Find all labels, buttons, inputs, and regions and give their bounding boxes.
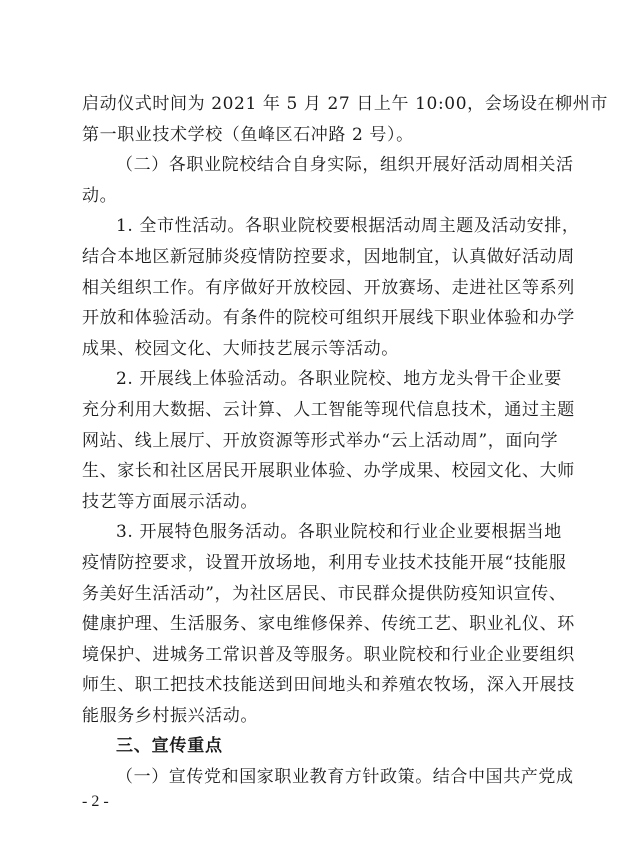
text-line: 网站、线上展厅、开放资源等形式举办“云上活动周”，面向学 — [82, 430, 559, 451]
text-line: 生、家长和社区居民开展职业体验、办学成果、校园文化、大师 — [82, 461, 575, 482]
text-line: 师生、职工把技术技能送到田间地头和养殖农牧场，深入开展技 — [82, 675, 575, 696]
text-line: 结合本地区新冠肺炎疫情防控要求，因地制宜，认真做好活动周 — [82, 246, 575, 267]
text-line: 成果、校园文化、大师技艺展示等活动。 — [82, 338, 399, 359]
text-line: 疫情防控要求，设置开放场地，利用专业技术技能开展“技能服 — [82, 552, 567, 573]
paragraph-start: 3. 开展特色服务活动。各职业院校和行业企业要根据当地 — [116, 522, 562, 543]
paragraph-start: （一）宣传党和国家职业教育方针政策。结合中国共产党成 — [116, 767, 574, 788]
text-line: 境保护、进城务工常识普及等服务。职业院校和行业企业要组织 — [82, 644, 575, 665]
text-line: 充分利用大数据、云计算、人工智能等现代信息技术，通过主题 — [82, 399, 575, 420]
text-line: 相关组织工作。有序做好开放校园、开放赛场、走进社区等系列 — [82, 277, 575, 298]
paragraph-start: 1. 全市性活动。各职业院校要根据活动周主题及活动安排， — [116, 216, 580, 237]
paragraph-heading: （二）各职业院校结合自身实际，组织开展好活动周相关活 — [116, 155, 574, 176]
text-line: 开放和体验活动。有条件的院校可组织开展线下职业体验和办学 — [82, 308, 575, 329]
text-line: 第一职业技术学校（鱼峰区石冲路 2 号）。 — [82, 124, 414, 145]
paragraph-start: 2. 开展线上体验活动。各职业院校、地方龙头骨干企业要 — [116, 369, 562, 390]
text-line: 健康护理、生活服务、家电维修保养、传统工艺、职业礼仪、环 — [82, 614, 575, 635]
text-line: 务美好生活活动”，为社区居民、市民群众提供防疫知识宣传、 — [82, 583, 567, 604]
text-line: 技艺等方面展示活动。 — [82, 491, 258, 512]
text-line: 启动仪式时间为 2021 年 5 月 27 日上午 10:00，会场设在柳州市 — [82, 94, 608, 114]
text-line: 动。 — [82, 185, 118, 206]
section-heading: 三、宣传重点 — [116, 736, 223, 757]
text-line: 能服务乡村振兴活动。 — [82, 705, 258, 726]
page-number: - 2 - — [82, 793, 109, 810]
document-body — [82, 89, 608, 793]
